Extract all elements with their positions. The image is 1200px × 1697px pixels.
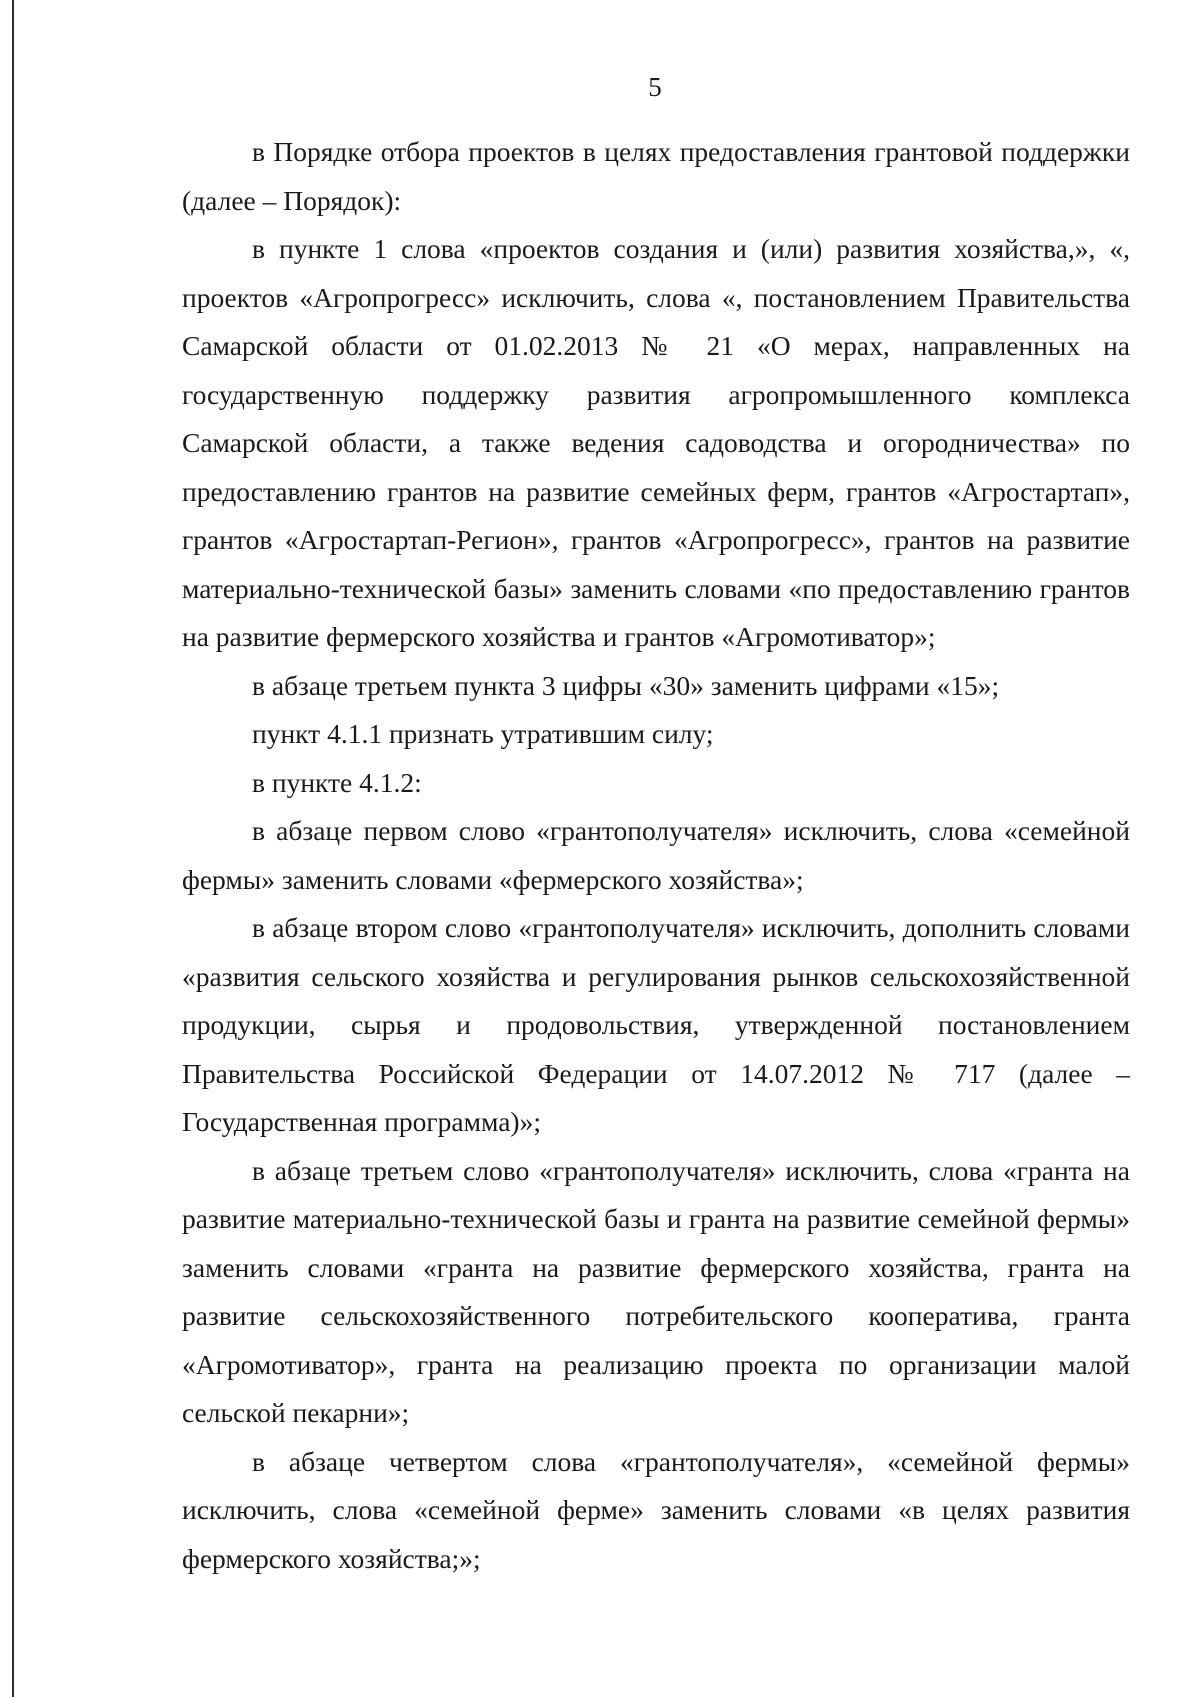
paragraph-1: в Порядке отбора проектов в целях предоставления грантовой поддержки (далее – Порядок): xyxy=(182,136,1130,216)
paragraph-7: в абзаце втором слово «грантополучателя» исключить, дополнить словами «развития сельского хозяйства и регулирования рынков сельскохозяйственной продукции, сырья и продовольствия, утвержденной постановлением Правительства Российской Федерации от 14.07.2012 № 717 (далее – Государственная программа)»; xyxy=(182,912,1130,1137)
left-margin-rule xyxy=(12,0,14,1697)
document-body xyxy=(182,128,1130,1583)
paragraph-9: в абзаце четвертом слова «грантополучателя», «семейной фермы» исключить, слова «семейной ферме» заменить словами «в целях развития фермерского хозяйства;»; xyxy=(182,1445,1130,1574)
paragraph-2: в пункте 1 слова «проектов создания и (или) развития хозяйства,», «, проектов «Агропрогресс» исключить, слова «, постановлением Правительства Самарской области от 01.02.2013 № 21 «О мерах, направленных на государственную поддержку развития агропромышленного комплекса Самарской области, а также ведения садоводства и огородничества» по предоставлению грантов на развитие семейных ферм, грантов «Агростартап», грантов «Агростартап-Регион», грантов «Агропрогресс», грантов на развитие материально-технической базы» заменить словами «по предоставлению грантов на развитие фермерского хозяйства и грантов «Агромотиватор»; xyxy=(182,233,1130,652)
page-number: 5 xyxy=(648,72,662,102)
paragraph-5: в пункте 4.1.2: xyxy=(252,766,422,798)
paragraph-8: в абзаце третьем слово «грантополучателя» исключить, слова «гранта на развитие материально-технической базы и гранта на развитие семейной фермы» заменить словами «гранта на развитие фермерского хозяйства, гранта на развитие сельскохозяйственного потребительского кооператива, гранта «Агромотиватор», гранта на реализацию проекта по организации малой сельской пекарни»; xyxy=(182,1154,1130,1428)
paragraph-6: в абзаце первом слово «грантополучателя» исключить, слова «семейной фермы» заменить словами «фермерского хозяйства»; xyxy=(182,815,1130,895)
paragraph-4: пункт 4.1.1 признать утратившим силу; xyxy=(252,718,714,749)
paragraph-3: в абзаце третьем пункта 3 цифры «30» заменить цифрами «15»; xyxy=(252,669,1000,701)
